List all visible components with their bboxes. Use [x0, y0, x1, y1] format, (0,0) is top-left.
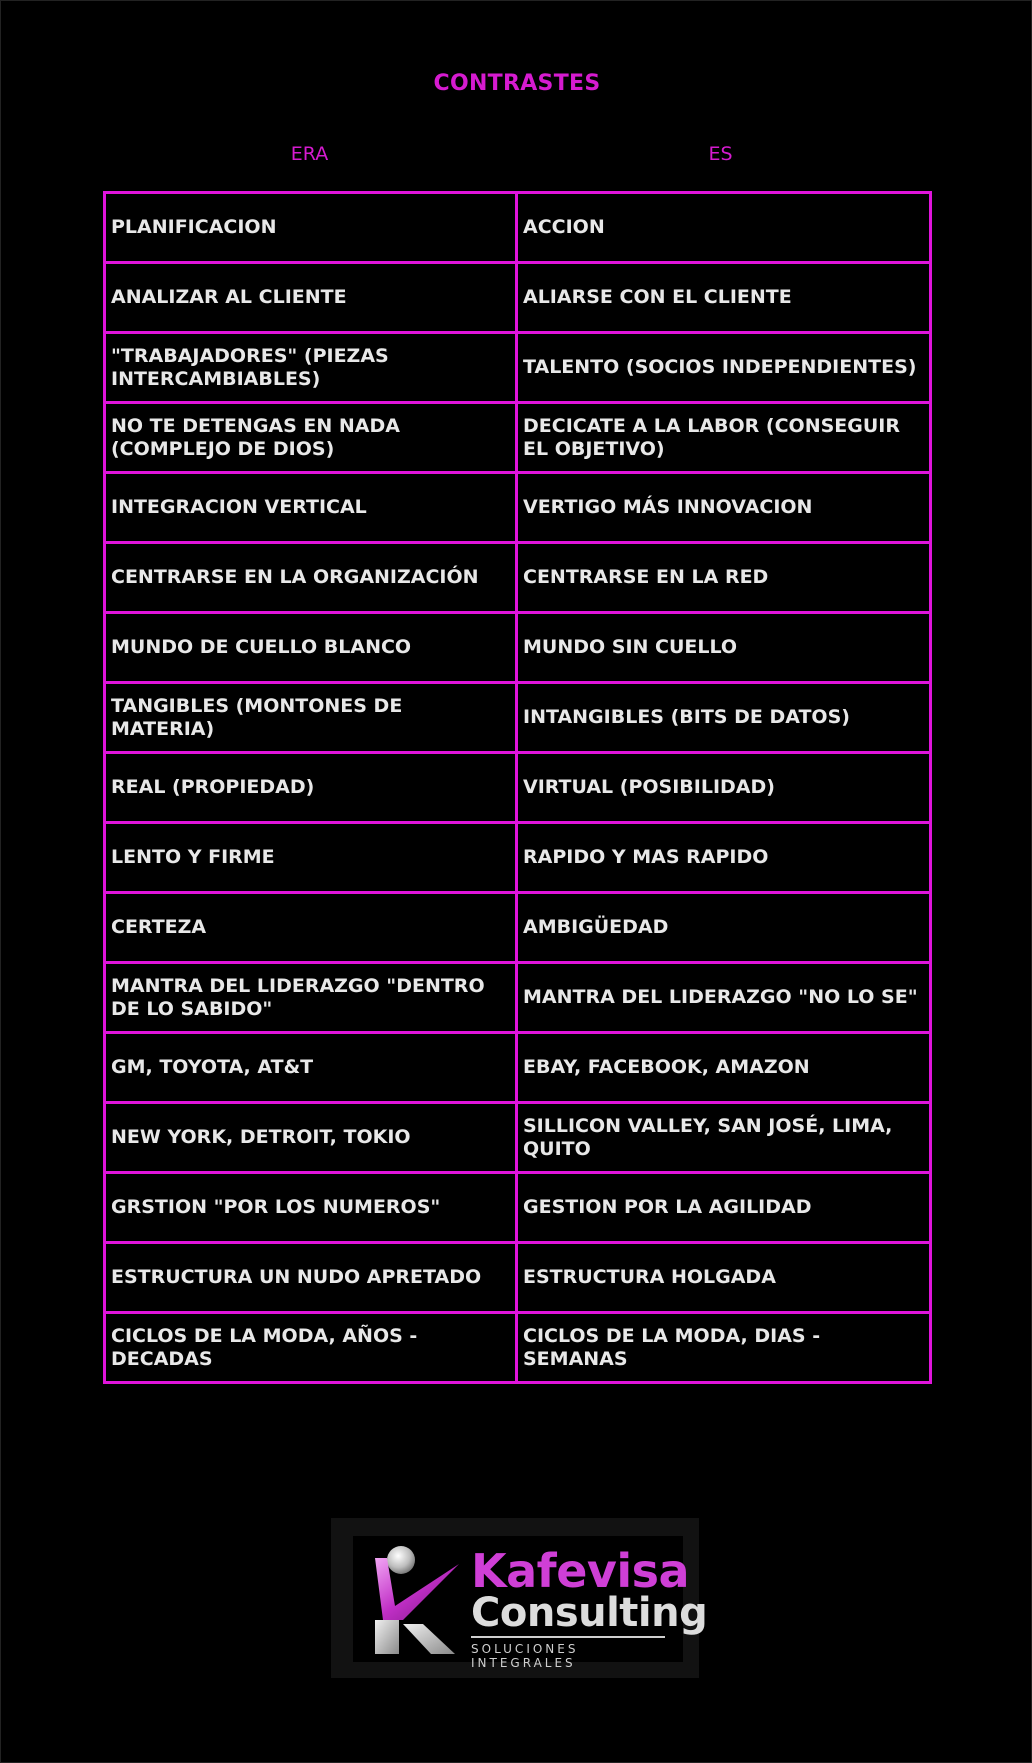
table-row — [105, 403, 931, 473]
cell-es: ESTRUCTURA HOLGADA — [517, 1243, 931, 1313]
logo-tagline: SOLUCIONES INTEGRALES — [471, 1642, 579, 1670]
table-row — [105, 193, 931, 263]
logo-mark-icon — [353, 1536, 471, 1662]
cell-era: CENTRARSE EN LA ORGANIZACIÓN — [105, 543, 517, 613]
cell-era: ESTRUCTURA UN NUDO APRETADO — [105, 1243, 517, 1313]
cell-era: NO TE DETENGAS EN NADA (COMPLEJO DE DIOS) — [105, 403, 517, 473]
cell-es: TALENTO (SOCIOS INDEPENDIENTES) — [517, 333, 931, 403]
table-row — [105, 543, 931, 613]
table-row — [105, 963, 931, 1033]
cell-era: GRSTION "POR LOS NUMEROS" — [105, 1173, 517, 1243]
cell-era: INTEGRACION VERTICAL — [105, 473, 517, 543]
table-row — [105, 753, 931, 823]
cell-es: RAPIDO Y MAS RAPIDO — [517, 823, 931, 893]
cell-era: NEW YORK, DETROIT, TOKIO — [105, 1103, 517, 1173]
page-title: CONTRASTES — [433, 71, 601, 96]
cell-es: CENTRARSE EN LA RED — [517, 543, 931, 613]
table-row — [105, 823, 931, 893]
cell-era: MANTRA DEL LIDERAZGO "DENTRO DE LO SABIDO" — [105, 963, 517, 1033]
table-row — [105, 473, 931, 543]
cell-es: SILLICON VALLEY, SAN JOSÉ, LIMA, QUITO — [517, 1103, 931, 1173]
cell-era: "TRABAJADORES" (PIEZAS INTERCAMBIABLES) — [105, 333, 517, 403]
table-row — [105, 1313, 931, 1383]
cell-era: CERTEZA — [105, 893, 517, 963]
table-row — [105, 1173, 931, 1243]
table-row — [105, 613, 931, 683]
cell-era: LENTO Y FIRME — [105, 823, 517, 893]
cell-era: CICLOS DE LA MODA, AÑOS - DECADAS — [105, 1313, 517, 1383]
cell-era: PLANIFICACION — [105, 193, 517, 263]
logo-divider — [471, 1636, 665, 1638]
logo-brand-subtitle: Consulting — [471, 1590, 708, 1636]
table-row — [105, 333, 931, 403]
cell-es: GESTION POR LA AGILIDAD — [517, 1173, 931, 1243]
cell-es: INTANGIBLES (BITS DE DATOS) — [517, 683, 931, 753]
cell-es: ALIARSE CON EL CLIENTE — [517, 263, 931, 333]
cell-era: ANALIZAR AL CLIENTE — [105, 263, 517, 333]
table-row — [105, 1103, 931, 1173]
cell-es: VERTIGO MÁS INNOVACION — [517, 473, 931, 543]
column-header-era: ERA — [290, 143, 329, 165]
cell-era: REAL (PROPIEDAD) — [105, 753, 517, 823]
cell-es: DECICATE A LA LABOR (CONSEGUIR EL OBJETIVO) — [517, 403, 931, 473]
cell-era: TANGIBLES (MONTONES DE MATERIA) — [105, 683, 517, 753]
table-row — [105, 1243, 931, 1313]
cell-es: AMBIGÜEDAD — [517, 893, 931, 963]
company-logo — [331, 1518, 708, 1678]
cell-es: MUNDO SIN CUELLO — [517, 613, 931, 683]
column-header-es: ES — [708, 143, 733, 165]
logo-panel — [353, 1536, 708, 1670]
cell-es: VIRTUAL (POSIBILIDAD) — [517, 753, 931, 823]
contrast-table — [103, 191, 932, 1384]
table-row — [105, 683, 931, 753]
cell-es: ACCION — [517, 193, 931, 263]
table-row — [105, 1033, 931, 1103]
cell-era: MUNDO DE CUELLO BLANCO — [105, 613, 517, 683]
cell-es: MANTRA DEL LIDERAZGO "NO LO SE" — [517, 963, 931, 1033]
table-row — [105, 893, 931, 963]
cell-era: GM, TOYOTA, AT&T — [105, 1033, 517, 1103]
table-row — [105, 263, 931, 333]
cell-es: CICLOS DE LA MODA, DIAS - SEMANAS — [517, 1313, 931, 1383]
logo-brand-name: Kafevisa — [471, 1544, 690, 1598]
cell-es: EBAY, FACEBOOK, AMAZON — [517, 1033, 931, 1103]
